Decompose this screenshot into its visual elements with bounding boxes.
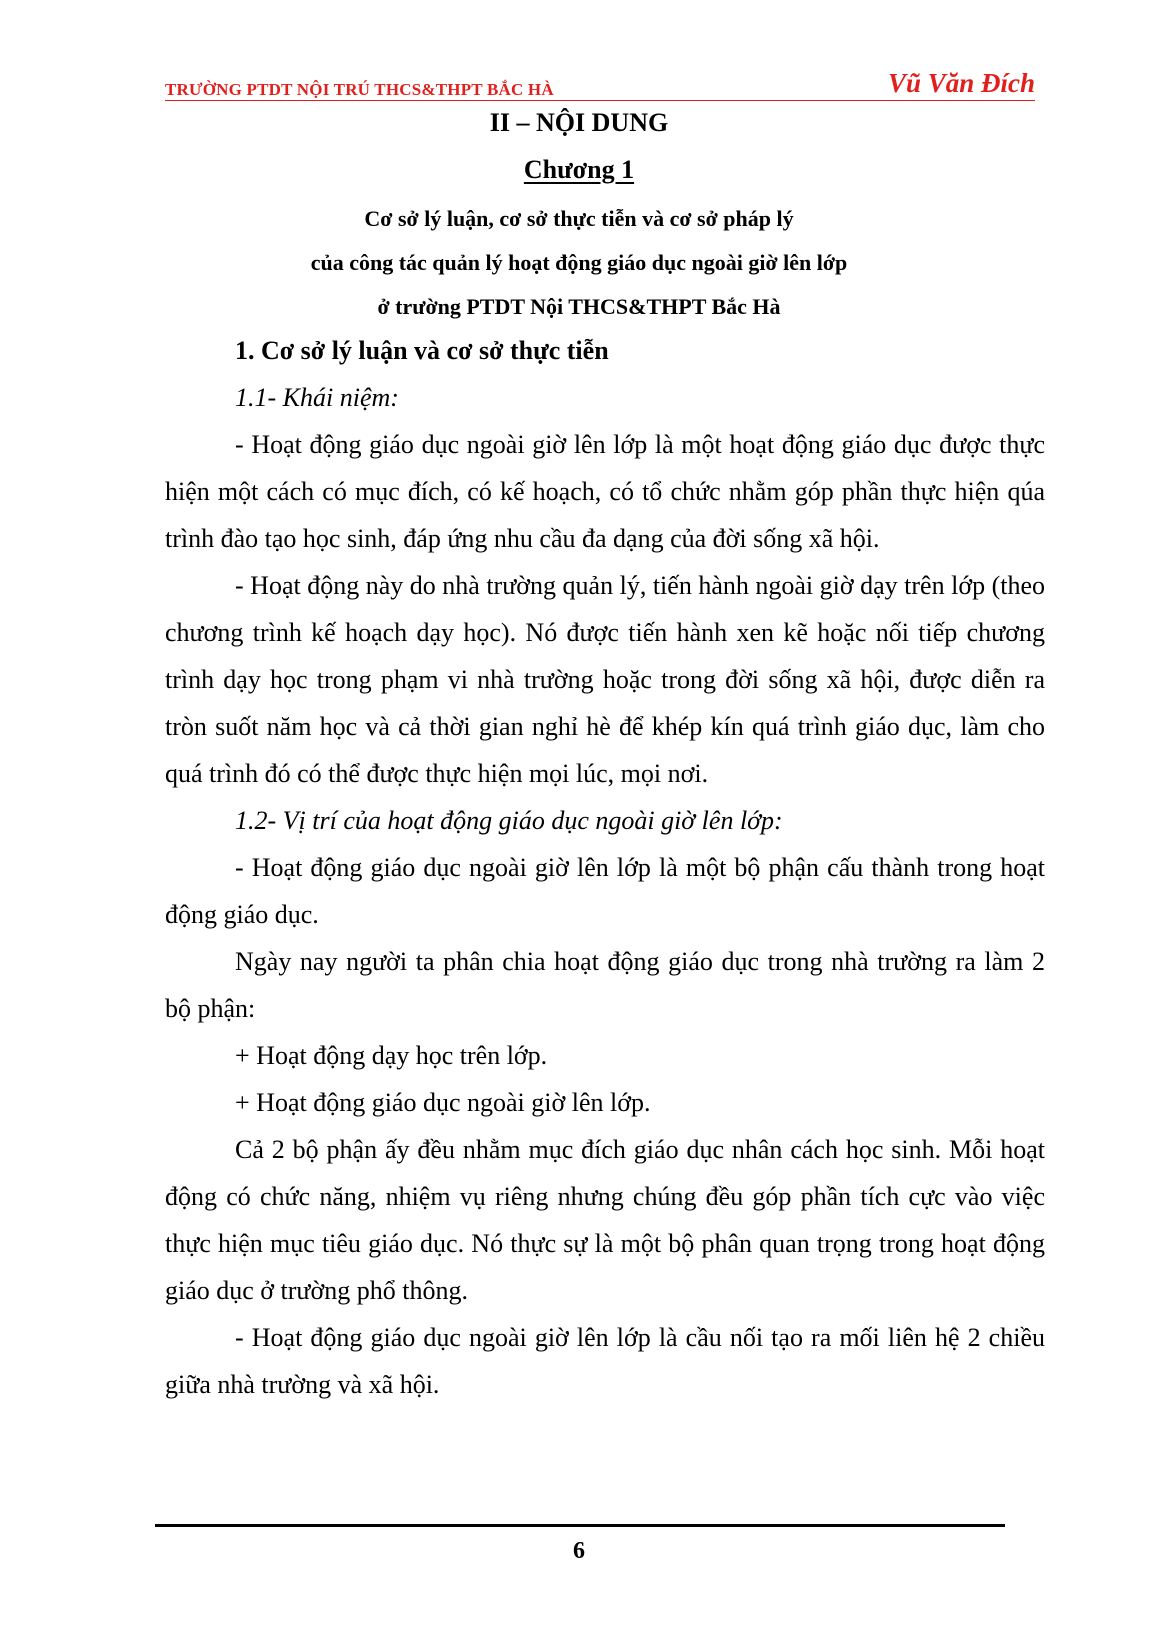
chapter-subtitle-line-3: ở trường PTDT Nội THCS&THPT Bắc Hà	[377, 294, 781, 319]
bullet-item-2: + Hoạt động giáo dục ngoài giờ lên lớp.	[235, 1088, 651, 1117]
chapter-title	[0, 155, 1158, 185]
subheading-1-1: 1.1- Khái niệm:	[235, 383, 399, 412]
page-number: 6	[573, 1538, 585, 1564]
chapter-title-text: Chương 1	[523, 155, 635, 184]
paragraph-3: - Hoạt động giáo dục ngoài giờ lên lớp là một bộ phận cấu thành trong hoạt động giáo dục.	[165, 853, 1045, 929]
chapter-subtitle-line-2: của công tác quản lý hoạt động giáo dục ngoài giờ lên lớp	[310, 250, 848, 275]
heading-1: 1. Cơ sở lý luận và cơ sở thực tiễn	[235, 336, 609, 365]
paragraph-5: Cả 2 bộ phận ấy đều nhằm mục đích giáo dục nhân cách học sinh. Mỗi hoạt động có chức năng, nhiệm vụ riêng nhưng chúng đều góp phần tích cực vào việc thực hiện mục tiêu giáo dục. Nó thực sự là một bộ phân quan trọng trong hoạt động giáo dục ở trường phổ thông.	[165, 1135, 1045, 1305]
header-rule	[165, 100, 1035, 101]
paragraph-1: - Hoạt động giáo dục ngoài giờ lên lớp là một hoạt động giáo dục được thực hiện một cách có mục đích, có kế hoạch, có tổ chức nhằm góp phần thực hiện qúa trình đào tạo học sinh, đáp ứng nhu cầu đa dạng của đời sống xã hội.	[165, 430, 1045, 553]
section-title: II – NỘI DUNG	[489, 108, 669, 137]
paragraph-2: - Hoạt động này do nhà trường quản lý, tiến hành ngoài giờ dạy trên lớp (theo chương trình kế hoạch dạy học). Nó được tiến hành xen kẽ hoặc nối tiếp chương trình dạy học trong phạm vi nhà trường hoặc trong đời sống xã hội, được diễn ra tròn suốt năm học và cả thời gian nghỉ hè để khép kín quá trình giáo dục, làm cho quá trình đó có thể được thực hiện mọi lúc, mọi nơi.	[165, 571, 1045, 788]
header-author-name: Vũ Văn Đích	[887, 68, 1035, 98]
paragraph-6: - Hoạt động giáo dục ngoài giờ lên lớp là cầu nối tạo ra mối liên hệ 2 chiều giữa nhà trường và xã hội.	[165, 1323, 1045, 1399]
subheading-1-2: 1.2- Vị trí của hoạt động giáo dục ngoài giờ lên lớp:	[235, 806, 783, 835]
chapter-subtitle-line-1: Cơ sở lý luận, cơ sở thực tiễn và cơ sở pháp lý	[364, 206, 794, 231]
header-school-name: TRƯỜNG PTDT NỘI TRÚ THCS&THPT BẮC HÀ	[165, 80, 554, 99]
page-header	[165, 66, 1035, 102]
body-text	[165, 327, 1045, 1408]
footer-rule	[155, 1524, 1005, 1527]
paragraph-4: Ngày nay người ta phân chia hoạt động giáo dục trong nhà trường ra làm 2 bộ phận:	[165, 947, 1045, 1023]
bullet-item-1: + Hoạt động dạy học trên lớp.	[235, 1041, 548, 1070]
